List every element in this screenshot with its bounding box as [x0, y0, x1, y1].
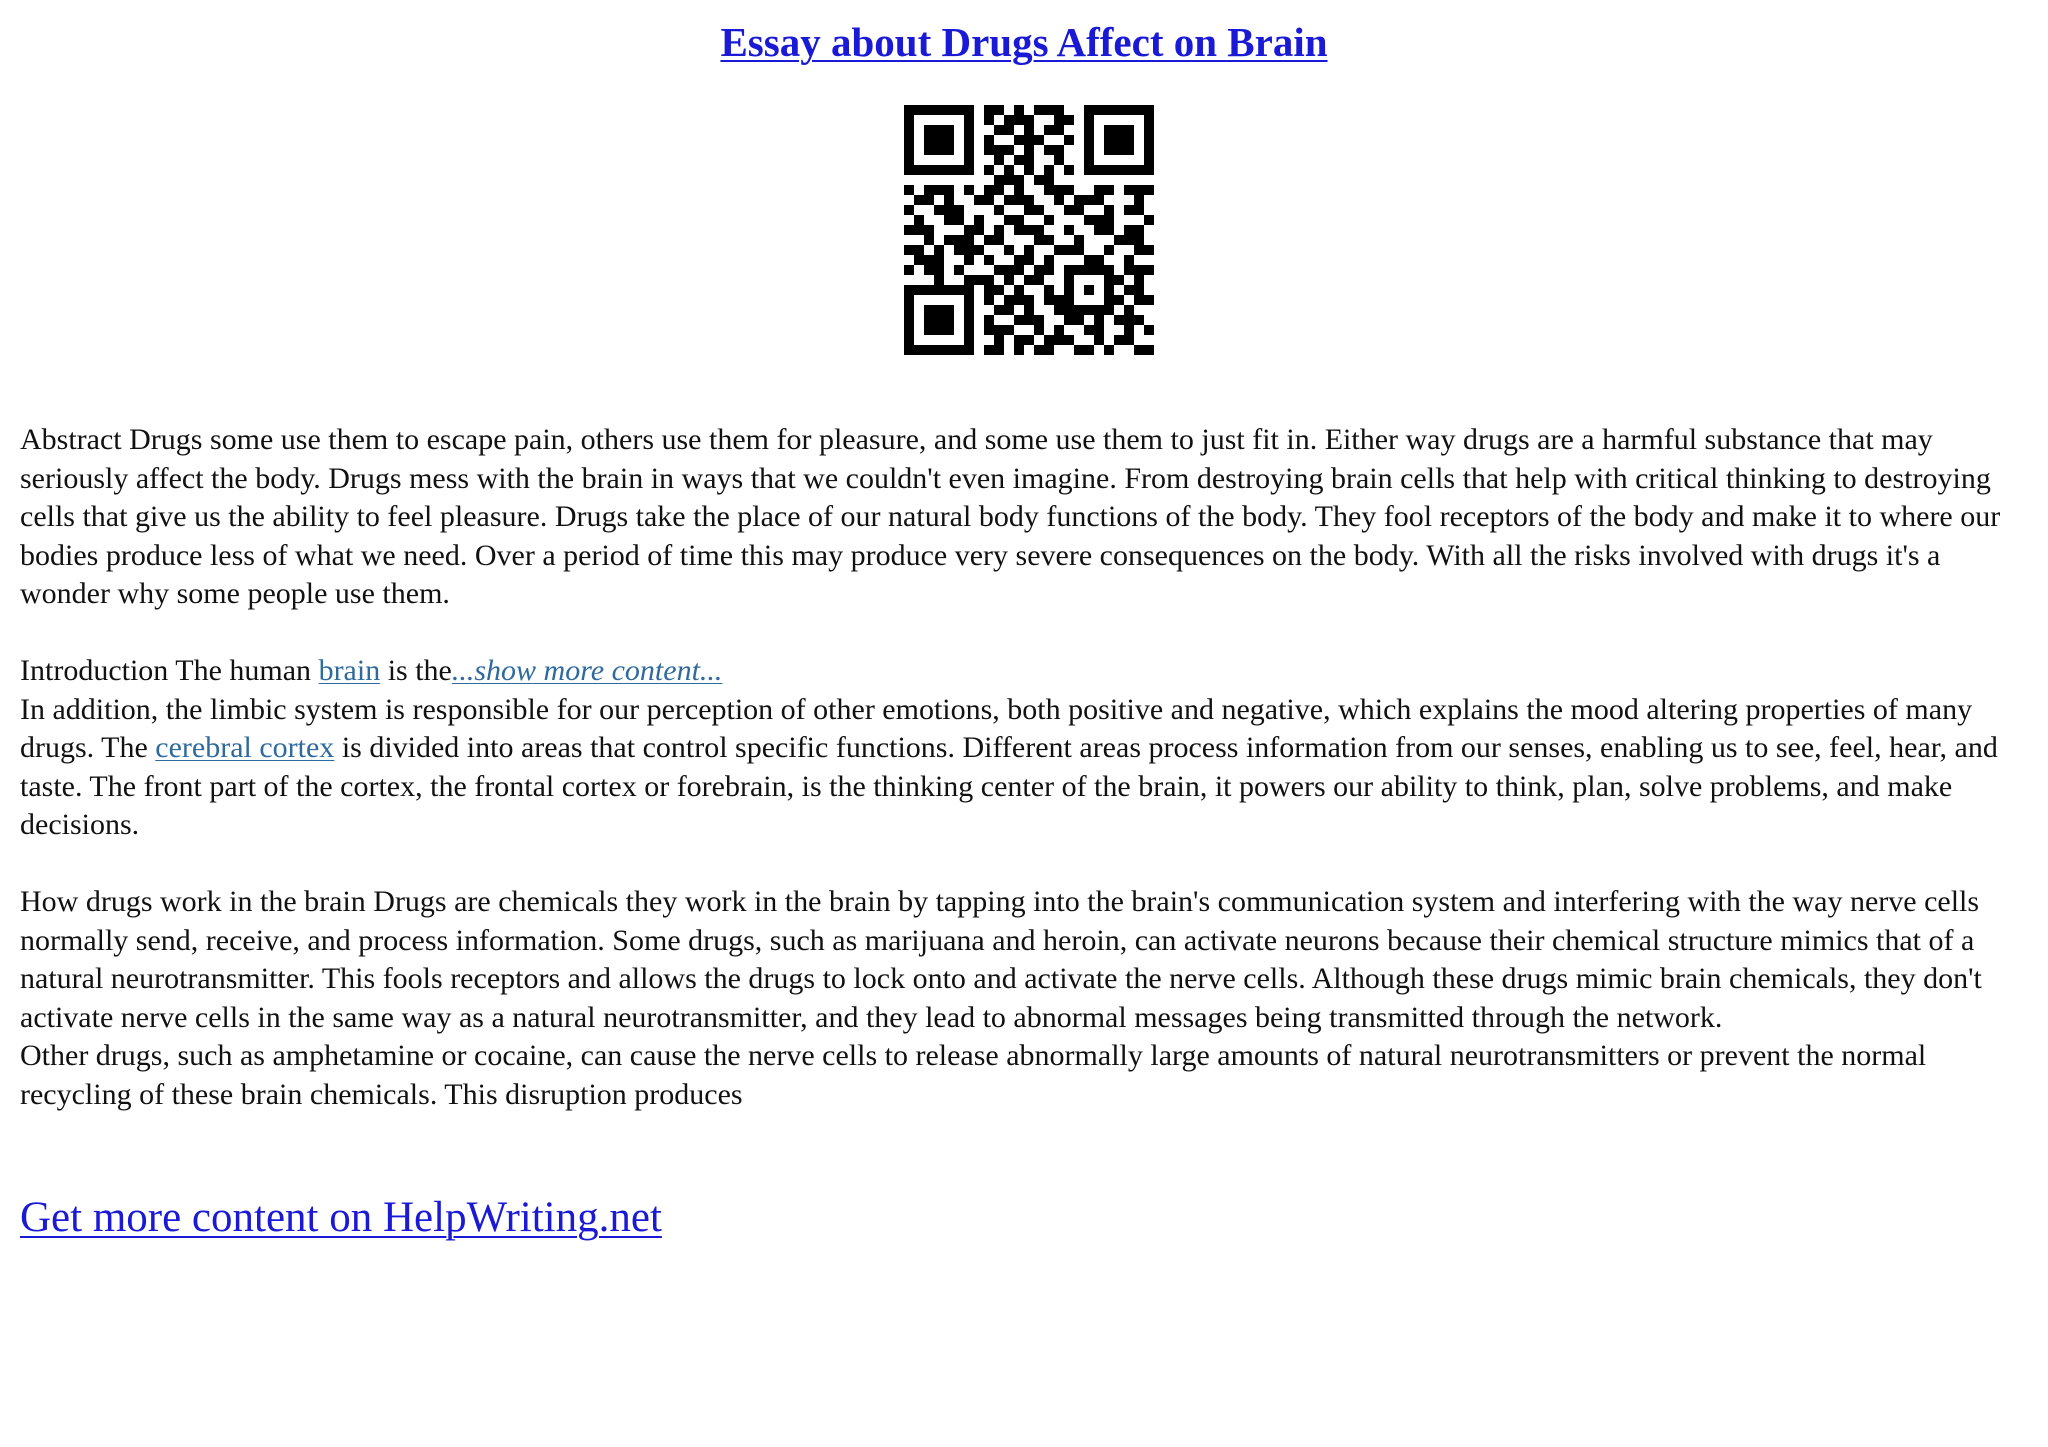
intro-lead-text: Introduction The human [20, 654, 319, 687]
introduction-section [20, 652, 2030, 845]
show-more-link[interactable]: ...show more content... [451, 654, 723, 687]
qr-code-icon [904, 105, 1154, 355]
limbic-text-end: is divided into areas that control specific functions. Different areas process information from our senses, enabling us to see, feel, hear, and taste. The front part of the cortex, the frontal cortex or forebrain, is the thinking center of the brain, it powers our ability to think, plan, solve problems, and make decisions. [20, 731, 1998, 841]
title-container [0, 18, 2048, 66]
limbic-text-start: In addition, the limbic system is responsible for our perception of other emotions, both positive and negative, which explains the mood altering properties of many drugs. The [20, 692, 1973, 764]
cerebral-cortex-link[interactable]: cerebral cortex [155, 731, 335, 764]
how-drugs-paragraph-2: Other drugs, such as amphetamine or cocaine, can cause the nerve cells to release abnormally large amounts of natural neurotransmitters or prevent the normal recycling of these brain chemicals. This disruption produces [20, 1039, 1927, 1111]
abstract-paragraph [20, 421, 2030, 614]
how-drugs-section [20, 883, 2030, 1114]
abstract-text: Abstract Drugs some use them to escape pain, others use them for pleasure, and some use them to just fit in. Either way drugs are a harmful substance that may seriously affect the body. Drugs mess with the brain in ways that we couldn't even imagine. From destroying brain cells that help with critical thinking to destroying cells that give us the ability to feel pleasure. Drugs take the place of our natural body functions of the body. They fool receptors of the body and make it to where our bodies produce less of what we need. Over a period of time this may produce very severe consequences on the body. With all the risks involved with drugs it's a wonder why some people use them. [20, 423, 2001, 610]
helpwriting-link[interactable]: Get more content on HelpWriting.net [20, 1194, 662, 1241]
how-drugs-paragraph-1: How drugs work in the brain Drugs are chemicals they work in the brain by tapping into the brain's communication system and interfering with the way nerve cells normally send, receive, and process information. Some drugs, such as marijuana and heroin, can activate neurons because their chemical structure mimics that of a natural neurotransmitter. This fools receptors and allows the drugs to lock onto and activate the nerve cells. Although these drugs mimic brain chemicals, they don't activate nerve cells in the same way as a natural neurotransmitter, and they lead to abnormal messages being transmitted through the network. [20, 885, 1982, 1034]
page-title-link[interactable]: Essay about Drugs Affect on Brain [720, 19, 1328, 65]
intro-after-link-text: is the [380, 654, 452, 687]
brain-link[interactable]: brain [318, 654, 381, 687]
